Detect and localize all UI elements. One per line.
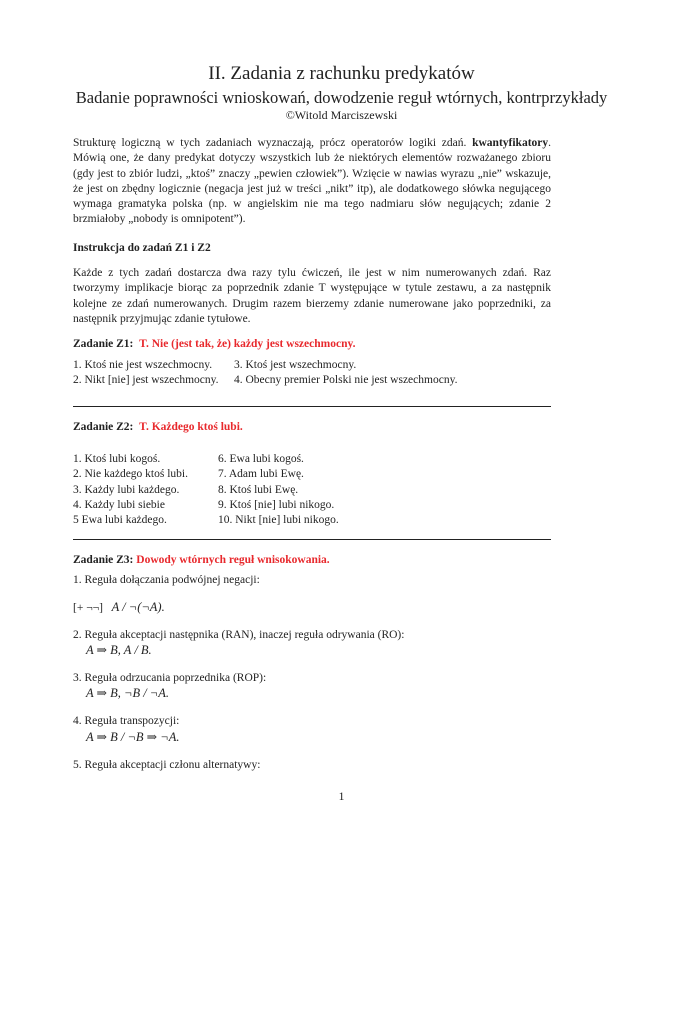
- intro-before: Strukturę logiczną w tych zadaniach wyznaczają, prócz operatorów logiki zdań.: [73, 137, 467, 149]
- page-number: 1: [338, 789, 345, 803]
- z1-item: 3. Ktoś jest wszechmocny.: [234, 359, 357, 371]
- z2-item: 4. Każdy lubi siebie: [73, 498, 165, 511]
- document-title: II. Zadania z rachunku predykatów: [208, 63, 475, 84]
- rule-4-formula: A ⇒ B / ¬B ⇒ ¬A.: [86, 730, 180, 744]
- rule-2-formula: A ⇒ B, A / B.: [86, 643, 152, 657]
- intro-paragraph: [73, 136, 551, 228]
- instruction-heading: Instrukcja do zadań Z1 i Z2: [73, 242, 211, 254]
- z1-heading: [73, 337, 355, 352]
- z3-label: Zadanie Z3:: [73, 554, 134, 566]
- z2-item: 2. Nie każdego ktoś lubi.: [73, 468, 188, 481]
- rule-3-title: 3. Reguła odrzucania poprzednika (ROP):: [73, 672, 267, 684]
- z1-item: 4. Obecny premier Polski nie jest wszechmocny.: [234, 374, 458, 387]
- instruction-paragraph: Każde z tych zadań dostarcza dwa razy tylu ćwiczeń, ile jest w nim numerowanych zdań. Raz tworzymy implikacje biorąc za poprzednik zdanie T występujące w tytule zestawu, a za następnik kolejne ze zdań numerowanych. Drugim razem bierzemy zdanie numerowane jako poprzedniki, za następnik przyjmując zdanie tytułowe.: [73, 267, 551, 325]
- document-author: ©Witold Marciszewski: [285, 108, 398, 122]
- rule-2-title: 2. Reguła akceptacji następnika (RAN), inaczej reguła odrywania (RO):: [73, 629, 405, 641]
- z2-item: 10. Nikt [nie] lubi nikogo.: [218, 514, 339, 527]
- z1-list-right: [234, 358, 457, 389]
- rule-5-title: 5. Reguła akceptacji członu alternatywy:: [73, 759, 261, 771]
- z2-item: 5 Ewa lubi każdego.: [73, 514, 167, 527]
- intro-after: . Mówią one, że dany predykat dotyczy wszystkich lub że niektórych elementów rozważanego zbioru (gdy jest to zbiór ludzi, „ktoś” znaczy „pewien człowiek”). Wzięcie w nawias wyrazu „nie” wskazuje, że jest on zbędny logicznie (negacja jest już w treści „nikt” itp), ale dodatkowego słówka negującego wymaga gramatyka polska (np. w angielskim nie ma tego nadmiaru słów negujących; zdanie 2 brzmiałoby „nobody is omnipotent”).: [73, 137, 551, 226]
- z2-item: 3. Każdy lubi każdego.: [73, 483, 180, 496]
- z2-heading: [73, 420, 243, 435]
- z2-item: 9. Ktoś [nie] lubi nikogo.: [218, 498, 335, 511]
- rule-4-title: 4. Reguła transpozycji:: [73, 715, 180, 727]
- document-subtitle: Badanie poprawności wnioskowań, dowodzenie reguł wtórnych, kontrprzykłady: [75, 88, 608, 107]
- z2-item: 1. Ktoś lubi kogoś.: [73, 453, 161, 465]
- rule-3-formula: A ⇒ B, ¬B / ¬A.: [86, 686, 170, 700]
- section-divider: [73, 406, 551, 407]
- section-divider: [73, 539, 551, 540]
- z1-item: 1. Ktoś nie jest wszechmocny.: [73, 359, 213, 371]
- z2-thesis: T. Każdego ktoś lubi.: [139, 421, 243, 433]
- intro-keyword: kwantyfikatory: [472, 137, 549, 149]
- z2-item: 7. Adam lubi Ewę.: [218, 468, 304, 481]
- rule-1-title: 1. Reguła dołączania podwójnej negacji:: [73, 574, 260, 586]
- z3-thesis: Dowody wtórnych reguł wnisokowania.: [136, 554, 330, 566]
- z2-item: 8. Ktoś lubi Ewę.: [218, 483, 299, 496]
- z1-thesis: T. Nie (jest tak, że) każdy jest wszechmocny.: [139, 338, 356, 350]
- rule-1-formula: A / ¬(¬A).: [111, 600, 165, 614]
- z1-label: Zadanie Z1:: [73, 338, 134, 350]
- z1-list-left: [73, 358, 219, 389]
- z2-list-right: [218, 452, 339, 528]
- z1-item: 2. Nikt [nie] jest wszechmocny.: [73, 374, 219, 387]
- z2-label: Zadanie Z2:: [73, 421, 134, 433]
- rule-1-tag: [+ ¬¬]: [73, 602, 103, 614]
- z3-heading: [73, 553, 330, 568]
- rule-1-formula-line: [73, 600, 165, 616]
- z2-list-left: [73, 452, 188, 528]
- z2-item: 6. Ewa lubi kogoś.: [218, 453, 304, 465]
